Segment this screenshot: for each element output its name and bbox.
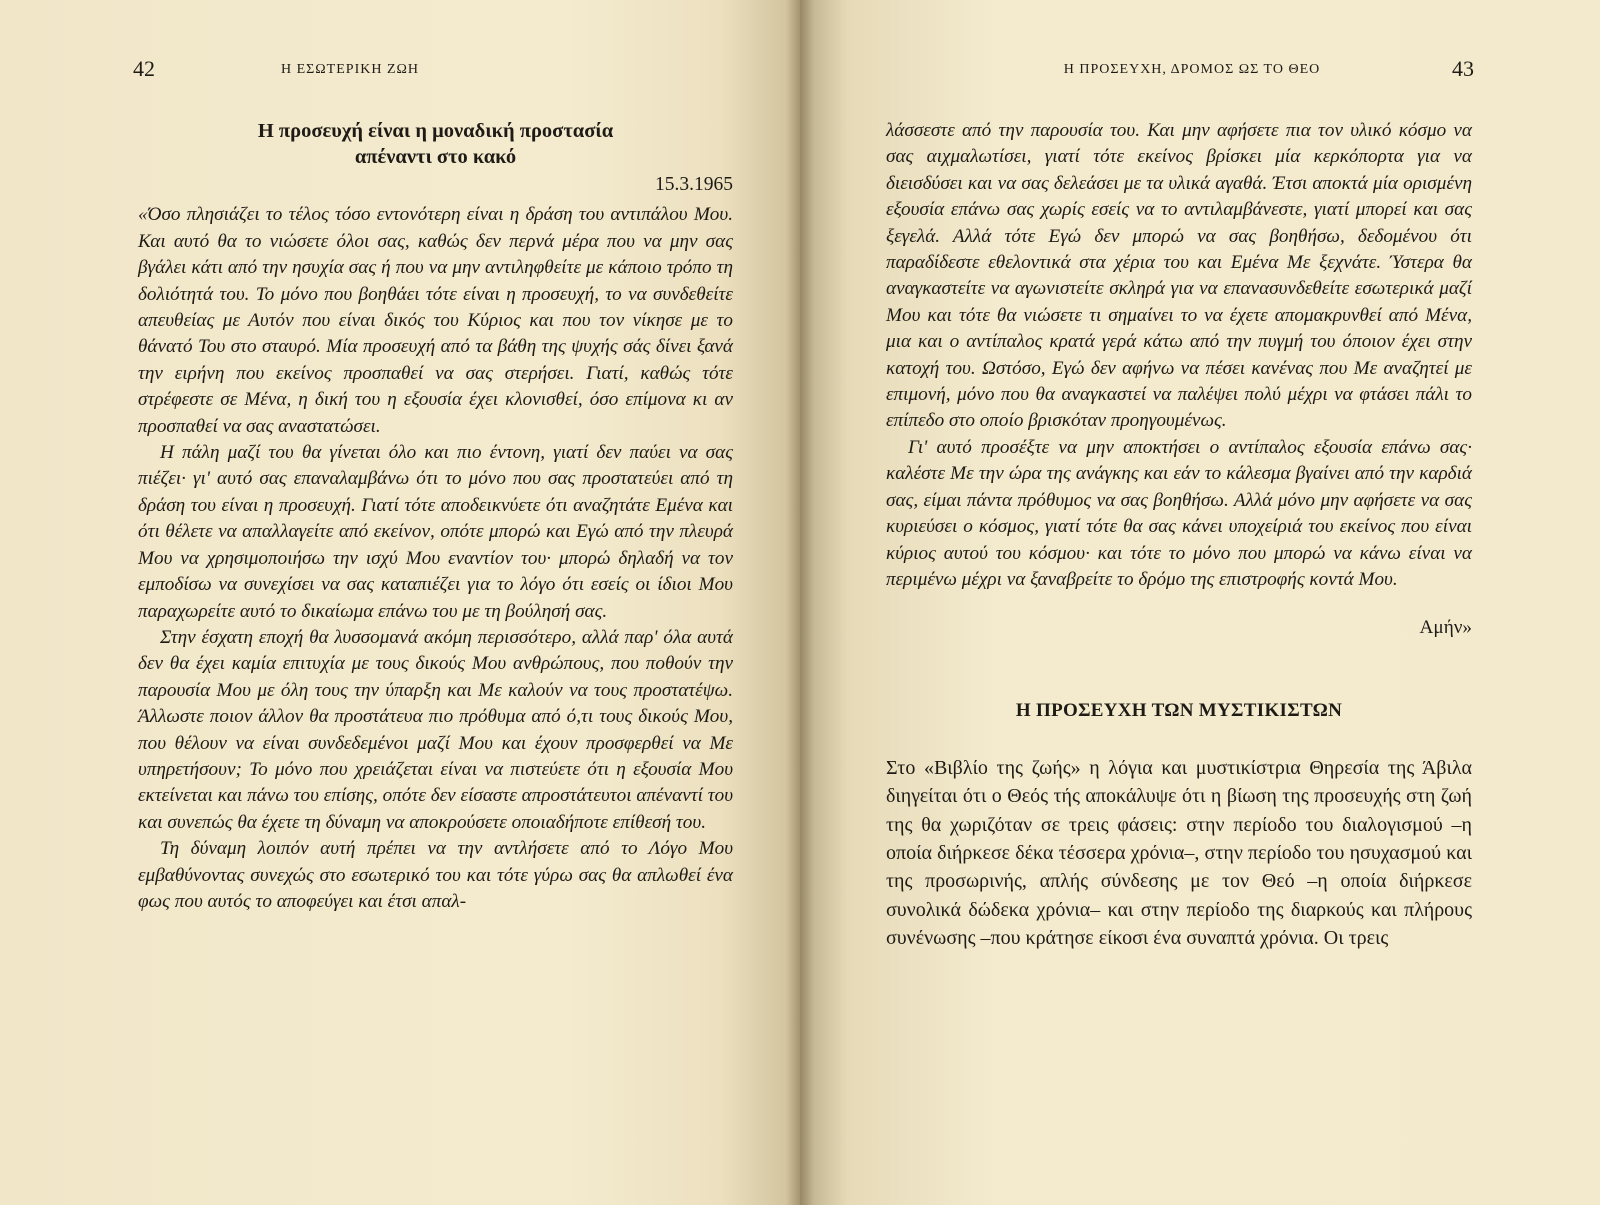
section-heading: Η ΠΡΟΣΕΥΧΗ ΤΩΝ ΜΥΣΤΙΚΙΣΤΩΝ xyxy=(1015,699,1343,721)
message-date: 15.3.1965 xyxy=(655,174,733,195)
paragraph: λάσσεστε από την παρουσία του. Και μην αφήσετε πια τον υλικό κόσμο να σας αιχμαλωτίσει, γιατί τότε εκείνος βρίσκει μία κερκόπορτα για να διεισδύσει και να σας δελεάσει με τα υλικά αγαθά. Έτσι αποκτά μία ορισμένη εξουσία επάνω σας χωρίς εσείς να το αντιλαμβάνεστε, γιατί μπορεί και σας ξεγελά. Αλλά τότε Εγώ δεν μπορώ να σας βοηθήσω, δεδομένου ότι παραδίδεστε εθελοντικά στα χέρια του και Εμένα Με ξεχνάτε. Ύστερα θα αναγκαστείτε να αγωνιστείτε σκληρά για να επανασυνδεθείτε εσωτερικά μαζί Μου και τότε θα νιώσετε τι σημαίνει το να έχετε απομακρυνθεί από Μένα, μια και ο αντίπαλος κρατά γερά κάτω από την πυγμή του όποιον έχει στην κατοχή του. Ωστόσο, Εγώ δεν αφήνω να πέσει κανένας που Με αναζητεί με επιμονή, μόνο που θα αναγκαστεί να παλέψει πολύ μέχρι να φτάσει πάλι το επίπεδο στο οποίο βρισκόταν προηγουμένως. xyxy=(886,120,1472,432)
running-head-left: Η ΕΣΩΤΕΡΙΚΗ ΖΩΗ xyxy=(280,62,420,77)
right-text-column xyxy=(886,118,1472,952)
page-number-right: 43 xyxy=(1452,56,1474,81)
book-gutter xyxy=(786,0,814,1205)
section-paragraph: Στο «Βιβλίο της ζωής» η λόγια και μυστικίστρια Θηρεσία της Άβιλα διηγείται ότι ο Θεός τής αποκάλυψε ότι η βίωση της προσευχής στη ζωή της θα χωριζόταν σε τρεις φάσεις: στην περίοδο του διαλογισμού –η οποία διήρκεσε δέκα τέσσερα χρόνια–, στην περίοδο του ησυχασμού και της προσωρινής, απλής σύνδεσης με τον Θεό –η οποία διήρκεσε συνολικά δώδεκα χρόνια– και στην περίοδο της διαρκούς και πλήρους συνένωσης –που κράτησε είκοσι ένα συναπτά χρόνια. Οι τρεις xyxy=(886,757,1472,949)
chapter-heading xyxy=(138,118,733,170)
running-head-right: Η ΠΡΟΣΕΥΧΗ, ΔΡΟΜΟΣ ΩΣ ΤΟ ΘΕΟ xyxy=(1063,62,1321,77)
chapter-heading-line1: Η προσευχή είναι η μοναδική προστασία xyxy=(257,120,614,142)
closing-amen: Αμήν» xyxy=(1419,617,1472,639)
paragraph: Η πάλη μαζί του θα γίνεται όλο και πιο έντονη, γιατί δεν παύει να σας πιέζει· γι' αυτό σας επαναλαμβάνω ότι το μόνο που σας προστατεύει από τη δράση του είναι η προσευχή. Γιατί τότε αποδεικνύετε ότι αναζητάτε Εμένα και ότι θέλετε να απαλλαγείτε από εκείνον, οπότε μπορώ και Εγώ από την πλευρά Μου να χρησιμοποιήσω την ισχύ Μου εναντίον του· μπορώ δηλαδή να τον εμποδίσω να συνεχίσει να σας καταπιέζει για το λόγο ότι εσείς οι ίδιοι Μου παραχωρείτε αυτό το δικαίωμα επάνω του με τη βούλησή σας. xyxy=(138,442,733,622)
paragraph: «Όσο πλησιάζει το τέλος τόσο εντονότερη είναι η δράση του αντιπάλου Μου. Και αυτό θα το νιώσετε όλοι σας, καθώς δεν περνά μέρα που να μην σας βγάλει κάτι από την ησυχία σας ή που να μην αντιληφθείτε με κάποιο τρόπο τη δολιότητά του. Το μόνο που βοηθάει τότε είναι η προσευχή, το να συνδεθείτε απευθείας με Αυτόν που είναι δικός του Κύριος και που τον νίκησε με το θάνατό Του στο σταυρό. Μία προσευχή από τα βάθη της ψυχής σάς δίνει ξανά την ειρήνη που εκείνος προσπαθεί να σας στερήσει. Γιατί, καθώς τότε στρέφεστε σε Μένα, η δική του η εξουσία έχει κλονισθεί, όσο επίμονα κι αν προσπαθεί να σας αναστατώσει. xyxy=(138,204,733,437)
paragraph: Γι' αυτό προσέξτε να μην αποκτήσει ο αντίπαλος εξουσία επάνω σας· καλέστε Με την ώρα της ανάγκης και εάν το κάλεσμα βγαίνει από την καρδιά σας, είμαι πάντα πρόθυμος να σας βοηθήσω. Αλλά μόνο μην αφήσετε να σας κυριεύσει ο κόσμος, γιατί τότε θα σας κάνει υποχείριά του εκείνος που είναι κύριος αυτού του κόσμου· και τότε το μόνο που μπορώ να κάνω είναι να περιμένω μέχρι να ξαναβρείτε το δρόμο της επιστροφής κοντά Μου. xyxy=(886,436,1472,590)
chapter-heading-line2: απέναντι στο κακό xyxy=(354,146,517,168)
left-text-column xyxy=(138,118,733,915)
paragraph: Τη δύναμη λοιπόν αυτή πρέπει να την αντλήσετε από το Λόγο Μου εμβαθύνοντας συνεχώς στο εσωτερικό του και τότε γύρω σας θα απλωθεί ένα φως που αυτός το αποφεύγει και έτσι απαλ- xyxy=(138,838,733,912)
page-number-left: 42 xyxy=(133,56,155,81)
right-page xyxy=(800,0,1600,1205)
paragraph: Στην έσχατη εποχή θα λυσσομανά ακόμη περισσότερο, αλλά παρ' όλα αυτά δεν θα έχει καμία επιτυχία με τους δικούς Μου ανθρώπους, που ποθούν την παρουσία Μου με όλη τους την ύπαρξη και Με καλούν να τους προστατέψω. Άλλωστε ποιον άλλον θα προστάτευα πιο πρόθυμα από ό,τι τους δικούς Μου, που θέλουν να είναι συνδεδεμένοι μαζί Μου και έχουν προσφερθεί να Με υπηρετήσουν; Το μόνο που χρειάζεται είναι να πιστεύετε ότι η εξουσία Μου εκτείνεται και πάνω του επίσης, οπότε δεν είσαστε απροστάτευτοι απέναντί του και συνεπώς θα έχετε τη δύναμη να αποκρούσετε οποιαδήποτε επίθεσή του. xyxy=(138,626,733,833)
